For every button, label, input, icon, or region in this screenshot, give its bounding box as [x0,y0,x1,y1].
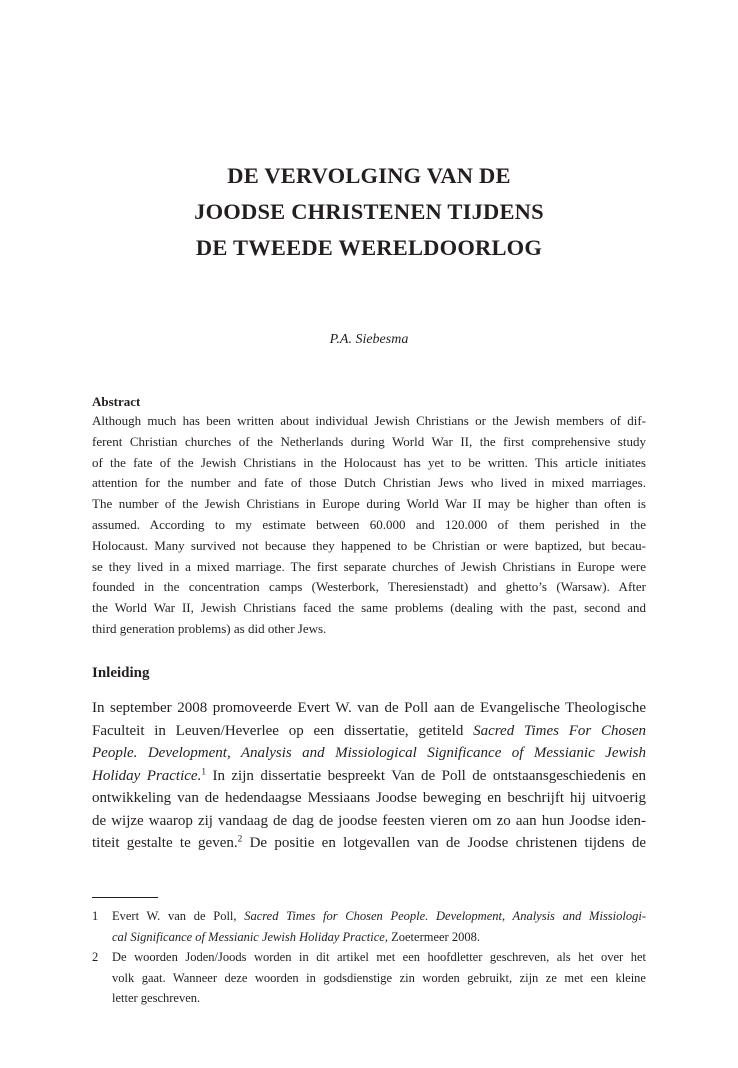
footnote-ref-2[interactable]: 2 [237,834,243,845]
abstract-heading: Abstract [92,394,141,409]
body-line [92,742,646,765]
title-line: JOODSE CHRISTENEN TIJDENS [194,199,544,224]
book-title-italic: Holiday Practice. [92,767,202,784]
footnote-line: volk gaat. Wanneer deze woorden in godsdienstige zin worden gebruikt, zijn ze met een kleine [112,970,646,985]
body-line [92,720,646,743]
footnote-line [112,927,646,948]
article-title [92,158,646,266]
footnote-line [112,906,646,927]
abstract-line: third generation problems) as did other Jews. [92,620,327,636]
body-text: In zijn dissertatie bespreekt Van de Poll de ontstaansgeschiedenis en [206,767,646,784]
footnote-line: letter geschreven. [112,991,201,1005]
title-line: DE TWEEDE WERELDOORLOG [195,235,543,260]
abstract-body [92,411,646,640]
body-line: In september 2008 promoveerde Evert W. van de Poll aan de Evangelische Theologische [92,700,646,716]
abstract-line: Although much has been written about individual Jewish Christians or the Jewish members of dif- [92,413,646,428]
abstract-line: of the fate of the Jewish Christians in the Holocaust has yet to be written. This article initiates [92,454,646,470]
body-text: Faculteit in Leuven/Heverlee op een dissertatie, getiteld [92,722,474,739]
footnote-separator [92,897,158,898]
body-line: de wijze waarop zij vandaag de dag de joodse feesten vieren om zo aan hun Joodse iden- [92,812,646,829]
footnotes [92,906,646,1009]
footnote-italic: Sacred Times for Chosen People. Development, Analysis and Missiologi- [244,909,647,923]
footnote-text: Evert W. van de Poll, [112,909,245,923]
abstract-line: ferent Christian churches of the Netherlands during World War II, the first comprehensive study [92,433,646,449]
footnote-text: Zoetermeer 2008. [387,929,480,944]
book-title-italic: People. Development, Analysis and Missiological Significance of Messianic Jewish [92,745,646,761]
body-paragraph [92,697,646,855]
body-text: titeit gestalte te geven. [92,835,238,851]
author-name: P.A. Siebesma [329,332,409,347]
body-line: ontwikkeling van de hedendaagse Messiaans Joodse beweging en beschrijft hij uitvoerig [92,790,646,806]
body-text: De positie en lotgevallen van de Joodse christenen tijdens de [242,835,647,851]
body-line [92,832,646,855]
abstract-line: the World War II, Jewish Christians faced the same problems (dealing with the past, second and [92,600,646,616]
section-heading: Inleiding [92,665,150,681]
abstract-line: attention for the number and fate of those Dutch Christian Jews who lived in mixed marriages. [92,475,646,491]
footnote-number: 2 [92,950,99,964]
abstract-line: The number of the Jewish Christians in Europe during World War II may be higher than often is [92,496,646,512]
title-line: DE VERVOLGING VAN DE [227,163,511,188]
footnote-2 [92,947,646,1009]
abstract-line: assumed. According to my estimate between 60.000 and 120.000 of them perished in the [92,516,646,532]
footnote-line: De woorden Joden/Joods worden in dit artikel met een hoofdletter geschreven, als het over het [112,950,646,964]
footnote-1 [92,906,646,947]
body-line [92,765,646,788]
abstract-line: founded in the concentration camps (Westerbork, Theresienstadt) and ghetto’s (Warsaw). After [92,579,646,595]
footnote-ref-1[interactable]: 1 [201,766,206,777]
footnote-number: 1 [92,909,99,923]
abstract-line: se they lived in a mixed marriage. The first separate churches of Jewish Christians in Europe were [92,558,646,574]
footnote-italic: cal Significance of Messianic Jewish Holiday Practice, [112,929,388,944]
book-title-italic: Sacred Times For Chosen [473,722,646,739]
abstract-line: Holocaust. Many survived not because they happened to be Christian or were baptized, but becau- [92,537,646,553]
